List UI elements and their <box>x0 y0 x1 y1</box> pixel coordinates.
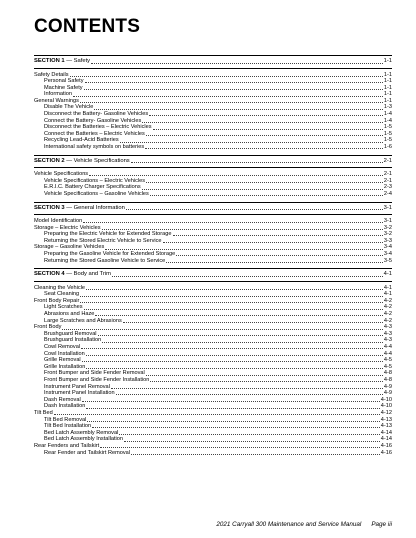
toc-entry[interactable] <box>34 218 392 225</box>
entry-title: International safety symbols on batteries <box>44 144 145 151</box>
entry-page-number: 4-5 <box>383 363 392 370</box>
dot-leader <box>126 209 383 210</box>
entry-title: Brushguard Installation <box>44 337 102 344</box>
section-header <box>34 268 392 282</box>
entry-page-number: 4-9 <box>383 383 392 390</box>
toc-subentry[interactable] <box>34 351 392 358</box>
toc-entry[interactable] <box>34 324 392 331</box>
dot-leader <box>163 242 383 243</box>
dot-leader <box>145 148 383 149</box>
dot-leader <box>123 322 383 323</box>
dot-leader <box>87 421 379 422</box>
section-page-number: 4-1 <box>383 271 392 278</box>
dot-leader <box>153 129 383 130</box>
entry-page-number: 3-2 <box>383 231 392 238</box>
entry-page-number: 1-6 <box>383 144 392 151</box>
dot-leader <box>150 195 383 196</box>
entry-title: Storage – Electric Vehicles <box>34 224 101 231</box>
section-dash: — <box>64 157 74 164</box>
entry-page-number: 4-14 <box>380 429 392 436</box>
entry-title: Tilt Bed <box>34 409 53 416</box>
entry-page-number: 3-1 <box>383 218 392 224</box>
section-page-number: 1-1 <box>383 58 392 64</box>
entry-title: Model Identification <box>34 218 83 224</box>
entry-title: Front Body <box>34 324 62 331</box>
dot-leader <box>102 229 383 230</box>
entry-page-number: 4-2 <box>383 311 392 318</box>
dot-leader <box>112 276 383 277</box>
toc-entry[interactable] <box>34 244 392 251</box>
entry-title: Preparing the Gasoline Vehicle for Extended Storage <box>44 250 176 257</box>
toc-subentry[interactable] <box>34 403 392 410</box>
entry-title: Front Bumper and Side Fender Removal <box>44 370 145 377</box>
toc-subentry[interactable] <box>34 258 392 265</box>
entry-page-number: 4-2 <box>383 317 392 324</box>
entry-page-number: 4-9 <box>383 390 392 397</box>
entry-page-number: 3-4 <box>383 250 392 257</box>
dot-leader <box>98 335 383 336</box>
section-number: SECTION 3 <box>34 204 65 211</box>
entry-page-number: 1-5 <box>383 124 392 131</box>
section-name: Vehicle Specifications <box>73 157 130 164</box>
entry-title: Vehicle Specifications <box>34 171 89 178</box>
entry-page-number: 1-1 <box>383 97 392 104</box>
section-heading-line[interactable] <box>34 204 392 212</box>
dot-leader <box>91 63 383 64</box>
toc-subentry[interactable] <box>34 104 392 111</box>
toc-subentry[interactable] <box>34 291 392 298</box>
entry-title: Front Bumper and Side Fender Installation <box>44 376 150 383</box>
entry-title: Preparing the Electric Vehicle for Extended Storage <box>44 231 172 238</box>
entry-title: Brushguard Removal <box>44 330 97 337</box>
entry-page-number: 4-10 <box>380 396 392 403</box>
section-header <box>34 55 392 69</box>
entry-page-number: 2-1 <box>383 171 392 178</box>
section-heading-line[interactable] <box>34 157 392 165</box>
toc-subentry[interactable] <box>34 423 392 430</box>
entry-page-number: 4-1 <box>383 284 392 291</box>
entry-page-number: 4-16 <box>380 449 392 456</box>
toc-subentry[interactable] <box>34 131 392 138</box>
section-header <box>34 202 392 216</box>
entry-page-number: 3-4 <box>383 244 392 251</box>
dot-leader <box>146 375 383 376</box>
entry-title: Grille Removal <box>44 357 81 364</box>
dot-leader <box>150 381 382 382</box>
entry-page-number: 4-3 <box>383 330 392 337</box>
section-heading-line[interactable] <box>34 270 392 278</box>
toc-subentry[interactable] <box>34 304 392 311</box>
entry-title: Returning the Stored Electric Vehicle to Service <box>44 237 162 244</box>
entry-page-number: 1-3 <box>383 104 392 111</box>
entry-page-number: 1-4 <box>383 111 392 118</box>
toc-subentry[interactable] <box>34 318 392 325</box>
dot-leader <box>92 427 380 428</box>
entry-title: Vehicle Specifications – Gasoline Vehicles <box>44 190 149 197</box>
toc-subentry[interactable] <box>34 144 392 151</box>
entry-title: Cleaning the Vehicle <box>34 284 86 291</box>
footer-page-number: Page iii <box>371 521 392 528</box>
entry-title: Dash Installation <box>44 403 86 410</box>
entry-title: Bed Latch Assembly Installation <box>44 436 123 443</box>
entry-page-number: 3-3 <box>383 237 392 244</box>
toc-subentry[interactable] <box>34 184 392 191</box>
dot-leader <box>86 355 383 356</box>
entry-title: Tilt Bed Removal <box>44 416 87 423</box>
dot-leader <box>82 361 383 362</box>
section-header <box>34 155 392 169</box>
entry-page-number: 3-2 <box>383 224 392 231</box>
dot-leader <box>86 408 379 409</box>
entry-page-number: 2-4 <box>383 190 392 197</box>
dot-leader <box>131 162 383 163</box>
entry-page-number: 4-2 <box>383 304 392 311</box>
entry-title: Rear Fenders and Tailskirt <box>34 442 100 449</box>
entry-page-number: 1-1 <box>383 84 392 91</box>
entry-title: Information <box>44 91 72 98</box>
entry-page-number: 4-8 <box>383 370 392 377</box>
dot-leader <box>80 102 383 103</box>
entry-page-number: 1-5 <box>383 137 392 144</box>
dot-leader <box>131 454 380 455</box>
toc-subentry[interactable] <box>34 384 392 391</box>
entry-title: Abrasions and Haze <box>44 311 95 318</box>
page-title: CONTENTS <box>34 16 141 37</box>
toc-section <box>34 202 392 265</box>
toc-subentry[interactable] <box>34 251 392 258</box>
entry-page-number: 2-3 <box>383 184 392 191</box>
page-footer <box>216 521 392 528</box>
entry-page-number: 4-13 <box>380 423 392 430</box>
section-number: SECTION 2 <box>34 157 65 164</box>
dot-leader <box>116 394 383 395</box>
toc-subentry[interactable] <box>34 311 392 318</box>
dot-leader <box>84 89 383 90</box>
toc-subentry[interactable] <box>34 370 392 377</box>
toc-subentry[interactable] <box>34 111 392 118</box>
dot-leader <box>102 342 383 343</box>
toc-subentry[interactable] <box>34 178 392 185</box>
entry-title: Machine Safety <box>44 84 83 91</box>
entry-title: Grille Installation <box>44 363 86 370</box>
dot-leader <box>73 96 383 97</box>
toc-subentry[interactable] <box>34 118 392 125</box>
toc-subentry[interactable] <box>34 357 392 364</box>
entry-page-number: 4-12 <box>380 409 392 416</box>
toc-subentry[interactable] <box>34 377 392 384</box>
entry-page-number: 4-13 <box>380 416 392 423</box>
toc-entry[interactable] <box>34 72 392 79</box>
entry-title: Returning the Stored Gasoline Vehicle to Service <box>44 257 166 264</box>
toc-subentry[interactable] <box>34 344 392 351</box>
entry-page-number: 4-3 <box>383 337 392 344</box>
entry-title: Tilt Bed Installation <box>44 423 92 430</box>
entry-title: Personal Safety <box>44 78 84 85</box>
entry-title: Storage – Gasoline Vehicles <box>34 244 105 251</box>
entry-page-number: 1-1 <box>383 78 392 85</box>
dot-leader <box>142 122 383 123</box>
section-page-number: 3-1 <box>383 204 392 211</box>
entry-page-number: 3-5 <box>383 257 392 264</box>
dot-leader <box>176 255 383 256</box>
dot-leader <box>166 262 383 263</box>
entry-title: Light Scratches <box>44 304 83 311</box>
section-dash: — <box>64 58 74 64</box>
dot-leader <box>146 182 383 183</box>
dot-leader <box>85 82 383 83</box>
section-name: Safety <box>73 58 91 64</box>
toc-entry[interactable] <box>34 171 392 178</box>
entry-title: Safety Details <box>34 71 69 78</box>
toc-entry[interactable] <box>34 225 392 232</box>
toc-entry[interactable] <box>34 443 392 450</box>
toc-entry[interactable] <box>34 98 392 105</box>
dot-leader <box>142 189 383 190</box>
dot-leader <box>124 441 380 442</box>
dot-leader <box>89 175 383 176</box>
entry-page-number: 4-4 <box>383 344 392 350</box>
entry-page-number: 4-8 <box>383 376 392 383</box>
entry-page-number: 4-10 <box>380 403 392 410</box>
toc-subentry[interactable] <box>34 78 392 85</box>
entry-page-number: 1-1 <box>383 91 392 98</box>
entry-page-number: 4-3 <box>383 324 392 331</box>
entry-title: Connect the Battery- Gasoline Vehicles <box>44 117 142 124</box>
dot-leader <box>54 414 380 415</box>
dot-leader <box>83 222 383 223</box>
entry-title: Recycling Lead-Acid Batteries <box>44 137 119 144</box>
dot-leader <box>80 296 383 297</box>
dot-leader <box>94 109 383 110</box>
toc-subentry[interactable] <box>34 231 392 238</box>
dot-leader <box>173 235 383 236</box>
section-dash: — <box>64 271 74 278</box>
entry-title: Connect the Batteries – Electric Vehicles <box>44 130 145 137</box>
toc-subentry[interactable] <box>34 364 392 371</box>
dot-leader <box>105 249 383 250</box>
entry-title: Front Body Repair <box>34 297 80 304</box>
table-of-contents <box>34 55 392 460</box>
toc-subentry[interactable] <box>34 137 392 144</box>
dot-leader <box>86 289 383 290</box>
entry-page-number: 4-4 <box>383 350 392 357</box>
toc-subentry[interactable] <box>34 397 392 404</box>
toc-subentry[interactable] <box>34 91 392 98</box>
toc-subentry[interactable] <box>34 124 392 131</box>
entry-page-number: 4-5 <box>383 357 392 364</box>
toc-subentry[interactable] <box>34 331 392 338</box>
dot-leader <box>146 135 383 136</box>
entry-title: Bed Latch Assembly Removal <box>44 429 119 436</box>
toc-subentry[interactable] <box>34 85 392 92</box>
entry-page-number: 2-1 <box>383 177 392 184</box>
toc-section <box>34 55 392 151</box>
toc-subentry[interactable] <box>34 417 392 424</box>
section-number: SECTION 4 <box>34 271 65 278</box>
dot-leader <box>86 368 383 369</box>
section-page-number: 2-1 <box>383 157 392 164</box>
dot-leader <box>95 315 383 316</box>
entry-title: Cowl Installation <box>44 350 85 357</box>
section-name: Body and Trim <box>73 271 112 278</box>
section-dash: — <box>64 204 74 211</box>
dot-leader <box>100 447 380 448</box>
entry-title: Seat Cleaning <box>44 291 80 298</box>
section-heading-line[interactable] <box>34 57 392 65</box>
dot-leader <box>111 388 383 389</box>
toc-subentry[interactable] <box>34 238 392 245</box>
entry-page-number: 4-2 <box>383 297 392 304</box>
entry-title: Rear Fender and Tailskirt Removal <box>44 449 131 456</box>
entry-page-number: 4-16 <box>380 442 392 449</box>
dot-leader <box>119 434 379 435</box>
entry-page-number: 1-1 <box>383 71 392 78</box>
toc-subentry[interactable] <box>34 191 392 198</box>
section-name: General Information <box>73 204 125 211</box>
dot-leader <box>62 329 383 330</box>
entry-title: Instrument Panel Installation <box>44 390 115 397</box>
toc-section <box>34 268 392 456</box>
dot-leader <box>70 76 383 77</box>
toc-entry[interactable] <box>34 410 392 417</box>
entry-title: Vehicle Specifications – Electric Vehicles <box>44 177 146 184</box>
dot-leader <box>82 401 380 402</box>
dot-leader <box>120 142 383 143</box>
dot-leader <box>80 302 383 303</box>
toc-entry[interactable] <box>34 285 392 292</box>
dot-leader <box>149 115 383 116</box>
entry-page-number: 4-1 <box>383 291 392 298</box>
toc-entry[interactable] <box>34 298 392 305</box>
toc-subentry[interactable] <box>34 430 392 437</box>
entry-title: Instrument Panel Removal <box>44 383 110 390</box>
entry-page-number: 1-4 <box>383 117 392 124</box>
entry-title: Disconnect the Battery- Gasoline Vehicles <box>44 111 149 118</box>
toc-subentry[interactable] <box>34 436 392 443</box>
entry-title: E.R.I.C. Battery Charger Specifications <box>44 184 141 191</box>
entry-title: Disable The Vehicle <box>44 104 94 111</box>
entry-title: Large Scratches and Abrasions <box>44 317 122 324</box>
entry-title: Disconnect the Batteries – Electric Vehicles <box>44 124 152 131</box>
toc-section <box>34 155 392 198</box>
entry-title: Cowl Removal <box>44 344 81 350</box>
toc-subentry[interactable] <box>34 390 392 397</box>
entry-title: Dash Removal <box>44 396 81 403</box>
toc-subentry[interactable] <box>34 450 392 457</box>
footer-manual-title: 2021 Carryall 300 Maintenance and Service Manual <box>216 521 362 528</box>
section-number: SECTION 1 <box>34 58 65 64</box>
entry-page-number: 4-14 <box>380 436 392 443</box>
entry-title: General Warnings <box>34 97 79 104</box>
dot-leader <box>84 309 383 310</box>
dot-leader <box>81 348 383 349</box>
entry-page-number: 1-5 <box>383 130 392 137</box>
toc-subentry[interactable] <box>34 337 392 344</box>
